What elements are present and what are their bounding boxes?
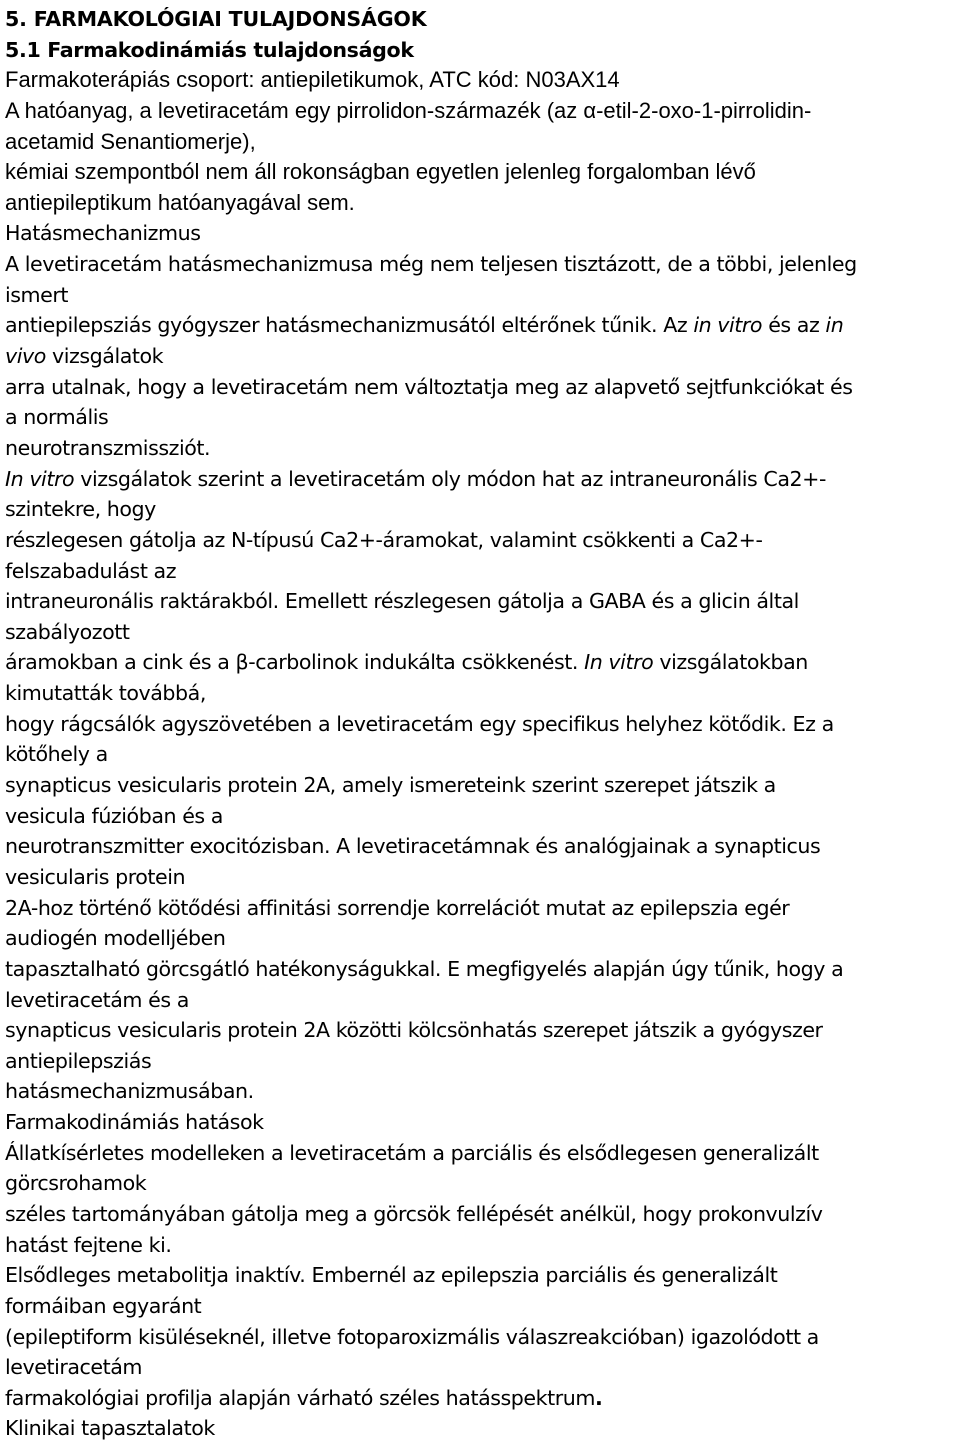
text-line: vesicula fúzióban és a [5, 803, 223, 828]
text-line: neurotranszmitter exocitózisban. A levetiracetámnak és analógjainak a synapticus [5, 834, 821, 859]
text-line: A hatóanyag, a levetiracetám egy pirrolidon-származék (az α-etil-2-oxo-1-pirrolidin- [5, 97, 812, 123]
italic-segment: In vitro [5, 466, 75, 491]
text-line: tapasztalható görcsgátló hatékonyságukkal. E megfigyelés alapján úgy tűnik, hogy a [5, 956, 844, 981]
text-line: a normális [5, 405, 109, 430]
text-line: acetamid Senantiomerje), [5, 128, 256, 154]
text-line: 2A-hoz történő kötődési affinitási sorrendje korrelációt mutat az epilepszia egér [5, 895, 790, 920]
text-line: levetiracetám [5, 1355, 143, 1380]
text-line: synapticus vesicularis protein 2A, amely ismereteink szerint szerepet játszik a [5, 773, 776, 798]
heading-effects: Farmakodinámiás hatások [5, 1110, 264, 1135]
text-segment: farmakológiai profilja alapján várható széles hatásspektrum [5, 1385, 595, 1410]
text-line: synapticus vesicularis protein 2A közötti kölcsönhatás szerepet játszik a gyógyszer [5, 1018, 823, 1043]
text-line: neurotranszmissziót. [5, 435, 211, 460]
text-line: kimutatták továbbá, [5, 681, 206, 706]
text-line: kémiai szempontból nem áll rokonságban egyetlen jelenleg forgalomban lévő [5, 159, 756, 185]
text-line: intraneuronális raktárakból. Emellett részlegesen gátolja a GABA és a glicin által [5, 589, 799, 614]
bold-segment: . [594, 1385, 603, 1410]
italic-segment: in vitro [693, 313, 763, 338]
text-line: részlegesen gátolja az N-típusú Ca2+-áramokat, valamint csökkenti a Ca2+- [5, 527, 763, 552]
text-line: audiogén modelljében [5, 926, 226, 951]
text-segment: vizsgálatokban [653, 650, 808, 675]
text-line: formáiban egyaránt [5, 1293, 202, 1318]
text-line: A levetiracetám hatásmechanizmusa még nem teljesen tisztázott, de a többi, jelenleg [5, 252, 857, 277]
text-line: ismert [5, 282, 69, 307]
section-title: 5. FARMAKOLÓGIAI TULAJDONSÁGOK [5, 7, 427, 31]
text-line: levetiracetám és a [5, 987, 189, 1012]
text-line: vesicularis protein [5, 864, 186, 889]
text-line [5, 310, 960, 341]
text-line: szintekre, hogy [5, 497, 156, 522]
heading-clinical: Klinikai tapasztalatok [5, 1416, 215, 1441]
text-line [5, 464, 960, 495]
text-line: antiepilepsziás [5, 1048, 152, 1073]
italic-segment: in [825, 313, 844, 338]
heading-mechanism: Hatásmechanizmus [5, 221, 201, 246]
text-line: görcsrohamok [5, 1171, 147, 1196]
text-segment: és az [762, 313, 826, 338]
text-line: Farmakoterápiás csoport: antiepiletikumok, ATC kód: N03AX14 [5, 67, 620, 93]
text-line: széles tartományában gátolja meg a görcsök fellépését anélkül, hogy prokonvulzív [5, 1201, 823, 1226]
text-line [5, 341, 960, 372]
text-line: hatást fejtene ki. [5, 1232, 172, 1257]
italic-segment: vivo [5, 344, 46, 369]
text-segment: vizsgálatok [45, 344, 164, 369]
text-segment: antiepilepsziás gyógyszer hatásmechanizmusától eltérőnek tűnik. Az [5, 313, 694, 338]
text-line: szabályozott [5, 619, 130, 644]
text-line [5, 1383, 960, 1414]
text-segment: vizsgálatok szerint a levetiracetám oly módon hat az intraneuronális Ca2+- [74, 466, 826, 491]
text-line [5, 647, 960, 678]
text-segment: áramokban a cink és a β-carbolinok indukálta csökkenést. [5, 650, 585, 675]
subsection-title: 5.1 Farmakodinámiás tulajdonságok [5, 37, 414, 62]
italic-segment: In vitro [584, 650, 654, 675]
text-line: arra utalnak, hogy a levetiracetám nem változtatja meg az alapvető sejtfunkciókat és [5, 374, 853, 399]
text-line: hatásmechanizmusában. [5, 1079, 254, 1104]
text-line: Elsődleges metabolitja inaktív. Embernél az epilepszia parciális és generalizált [5, 1263, 778, 1288]
text-line: hogy rágcsálók agyszövetében a levetiracetám egy specifikus helyhez kötődik. Ez a [5, 711, 834, 736]
text-line: antiepileptikum hatóanyagával sem. [5, 189, 355, 215]
text-line: kötőhely a [5, 742, 108, 767]
text-line: felszabadulást az [5, 558, 177, 583]
text-line: Állatkísérletes modelleken a levetiracetám a parciális és elsődlegesen generalizált [5, 1140, 819, 1165]
text-line: (epileptiform kisüléseknél, illetve fotoparoxizmális válaszreakcióban) igazolódott a [5, 1324, 819, 1349]
